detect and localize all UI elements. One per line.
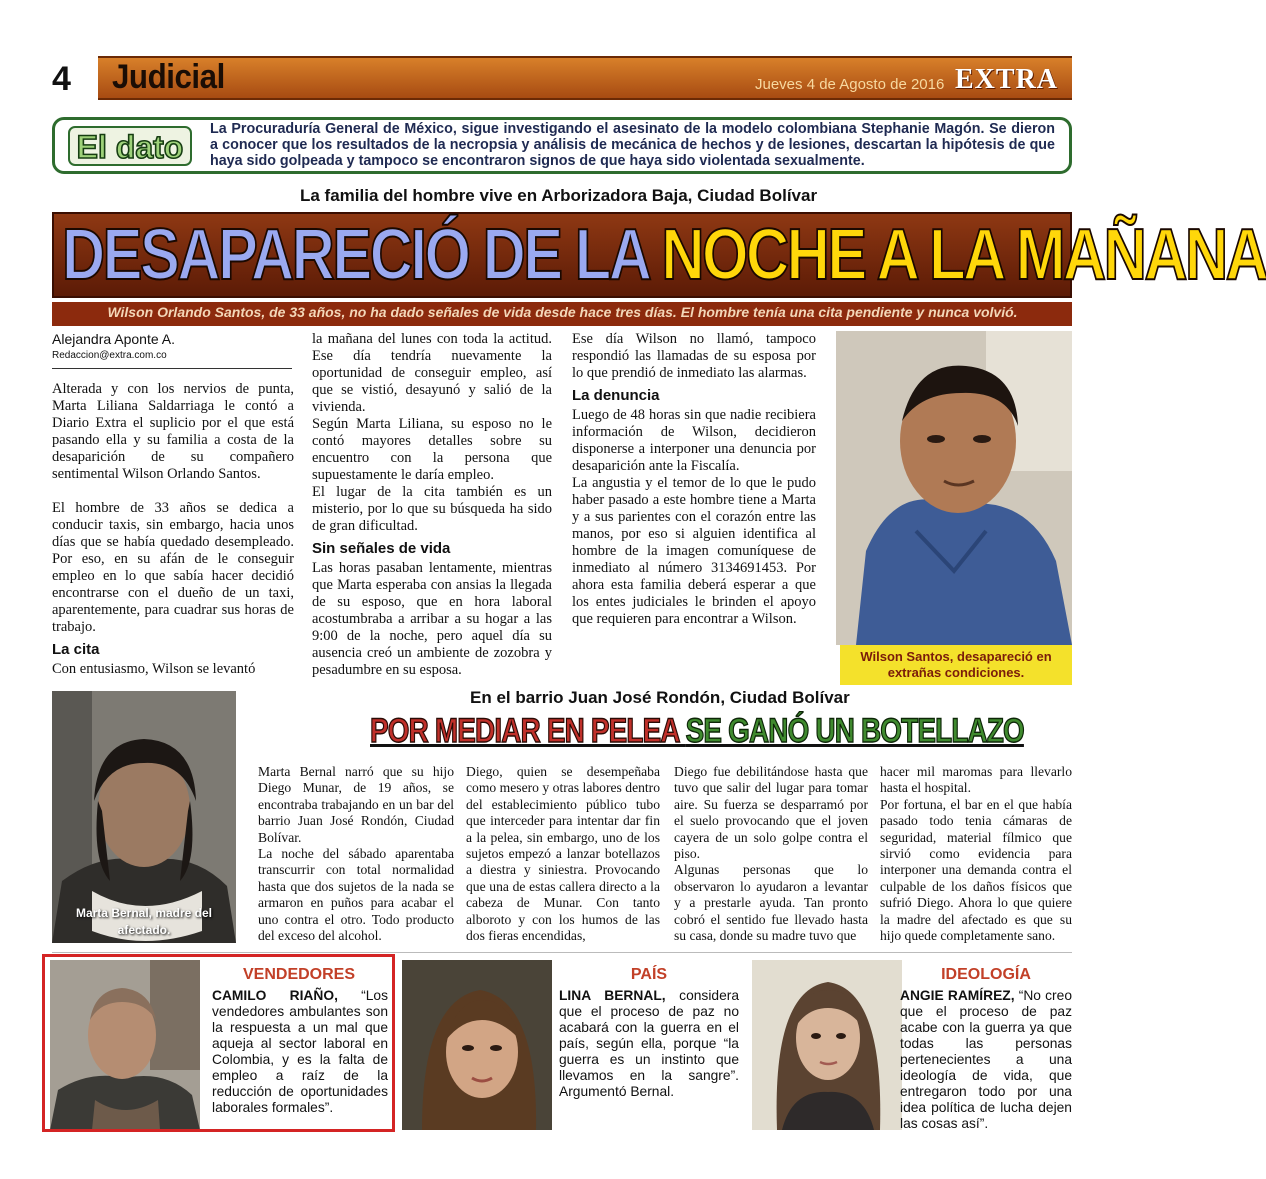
story1-headline-part1: DESAPARECIÓ DE LA	[62, 215, 662, 295]
story2-headline-part2: SE GANÓ UN BOTELLAZO	[685, 712, 1024, 750]
marta-photo-caption: Marta Bernal, madre del afectado.	[75, 906, 213, 937]
opinion-name: LINA BERNAL,	[559, 988, 666, 1003]
paragraph: hacer mil maromas para llevarlo hasta el hospital.	[880, 764, 1072, 796]
paragraph: Las horas pasaban lentamente, mientras que Marta esperaba con ansias la llegada de su esposo, que en hora laboral acostumbraba a arribar a su hogar a las 9:00 de la noche, pero aquel día su ausencia creó un ambiente de zozobra y pesadumbre en su esposa.	[312, 560, 552, 678]
byline: Alejandra Aponte A.	[52, 331, 175, 347]
opinion-text: “Los vendedores ambulantes son la respuesta a un mal que aqueja al sector laboral en Colombia, y es la falta de empleo a raíz de la reducción de oportunidades laborales formales”.	[212, 988, 388, 1115]
subheading: Sin señales de vida	[312, 540, 451, 557]
opinion-topic-ideologia: IDEOLOGÍA	[941, 966, 1031, 983]
wilson-portrait-illustration	[836, 331, 1072, 645]
section-divider	[52, 952, 1072, 953]
paragraph: Luego de 48 horas sin que nadie recibiera información de Wilson, decidieron disponerse a interponer una denuncia por desaparición ante la Fiscalía.	[572, 407, 816, 474]
highlight-frame	[42, 954, 395, 1132]
story2-headline-part1: POR MEDIAR EN PELEA	[370, 712, 686, 750]
opinion-text: “No creo que el proceso de paz acabe con la guerra ya que todas las personas pertenecientes a una ideología de vida, que entregaron todo por una idea política de lucha dejen las cosas así”.	[900, 988, 1072, 1131]
opinion-text: considera que el proceso de paz no acabará con la guerra en el país, según ella, porque “la guerra es un instinto que llevamos en la sangre”. Argumentó Bernal.	[559, 988, 740, 1099]
paragraph: Por fortuna, el bar en el que había pasado todo tenia cámaras de seguridad, material fílmico que sirvió como evidencia para interponer una demanda contra el culpable de los daños físicos que sufrió Diego. Ahora lo que quiere la madre del afectado es que su hijo quede completamente sano.	[880, 796, 1072, 944]
paragraph: Diego, quien se desempeñaba como mesero y otras labores dentro del establecimiento público tubo que interceder para intentar dar fin a la pelea, sin embargo, uno de los sujetos empezó a lanzar botellazos a diestra y siniestra. Provocando que una de estas callera directo a la cabeza de Munar. Con tanto alboroto y con los humos de las dos fieras encendidas,	[466, 764, 660, 944]
dato-text: La Procuraduría General de México, sigue investigando el asesinato de la modelo colombiana Stephanie Magón. Se dieron a conocer que los resultados de la necropsia y análisis de mecánica de hechos y de lesiones, descartan la hipótesis de que haya sido golpeada y tampoco se encontraron signos de que haya sido violentada sexualmente.	[210, 121, 1055, 169]
page-number: 4	[52, 60, 71, 98]
subheading: La cita	[52, 641, 100, 658]
issue-date: Jueves 4 de Agosto de 2016	[755, 76, 945, 93]
paragraph: El lugar de la cita también es un misterio, por lo que su búsqueda ha sido de gran dificultad.	[312, 484, 552, 534]
byline-email: Redaccion@extra.com.co	[52, 350, 167, 361]
story2-kicker: En el barrio Juan José Rondón, Ciudad Bolívar	[470, 688, 850, 707]
story1-column-2	[312, 331, 552, 679]
dato-label	[68, 126, 192, 166]
subheading: La denuncia	[572, 387, 660, 404]
paragraph: El hombre de 33 años se dedica a conducir taxis, sin embargo, hacia unos días que se había quedado desempleado. Por eso, en su afán de le conseguir empleo en lo que sabía hacer decidió encontrarse con el dueño de un taxi, aparentemente, para cuadrar sus horas de trabajo.	[52, 500, 294, 635]
paragraph: la mañana del lunes con toda la actitud. Ese día tendría nuevamente la oportunidad de conseguir empleo, así que se vistió, desayunó y salió de la vivienda.	[312, 331, 552, 415]
opinion-quote-lina	[559, 988, 739, 1100]
wilson-photo	[836, 331, 1072, 645]
caption-text: Wilson Santos, desapareció en extrañas condiciones.	[860, 649, 1052, 680]
paragraph: Marta Bernal narró que su hijo Diego Munar, de 19 años, se encontraba trabajando en un bar del barrio Juan José Rondón, Ciudad Bolívar.	[258, 764, 454, 845]
dato-label-text: El dato	[76, 129, 184, 165]
opinion-quote-angie	[900, 988, 1072, 1132]
paragraph: Con entusiasmo, Wilson se levantó	[52, 661, 256, 677]
byline-rule	[52, 368, 292, 369]
opinion-name: ANGIE RAMÍREZ,	[900, 988, 1015, 1003]
story1-column-3	[572, 331, 816, 628]
story1-headline-part2: NOCHE A LA MAÑANA	[661, 215, 1266, 295]
angie-ramirez-photo	[752, 960, 902, 1130]
story2-column-2	[466, 764, 660, 944]
story2-column-4	[880, 764, 1072, 944]
paragraph: Ese día Wilson no llamó, tampoco respondió las llamadas de su esposa por lo que prendió de inmediato las alarmas.	[572, 331, 816, 381]
story1-kicker: La familia del hombre vive en Arborizadora Baja, Ciudad Bolívar	[300, 186, 818, 205]
story1-headline	[62, 214, 1266, 296]
paragraph: Diego fue debilitándose hasta que tuvo que salir del lugar para tomar aire. Su fuerza se desparramó por el suelo provocando que el joven cayera de un solo golpe contra el piso.	[674, 764, 868, 862]
paragraph: Alterada y con los nervios de punta, Marta Liliana Saldarriaga le contó a Diario Extra el suplicio por el que está pasando ella y su familia a costa de la desaparición de su compañero sentimental Wilson Orlando Santos.	[52, 381, 294, 482]
paragraph: La noche del sábado aparentaba transcurrir con total normalidad hasta que dos sujetos de la nada se armaron en puños para acabar el uno contra el otro. Todo producto del exceso del alcohol.	[258, 846, 454, 944]
story2-headline	[370, 712, 1024, 750]
story1-subhead: Wilson Orlando Santos, de 33 años, no ha dado señales de vida desde hace tres días. El hombre tenía una cita pendiente y nunca volvió.	[107, 304, 1018, 320]
newspaper-logo: EXTRA	[955, 64, 1059, 95]
wilson-photo-caption	[840, 645, 1072, 685]
story2-column-1	[258, 764, 454, 944]
opinion-topic-pais: PAÍS	[630, 966, 668, 983]
paragraph: Algunas personas que lo observaron lo ayudaron a levantar y a prestarle ayuda. Tan pronto cobró el sentido fue llevado hasta su casa, donde su madre tuvo que	[674, 862, 868, 944]
lina-bernal-photo	[402, 960, 552, 1130]
paragraph: Según Marta Liliana, su esposo no le contó mayores detalles sobre su encuentro con la persona que supuestamente le daría empleo.	[312, 416, 552, 483]
lina-portrait-illustration	[402, 960, 552, 1130]
paragraph: La angustia y el temor de lo que le pudo haber pasado a este hombre tiene a Marta y a sus parientes con el corazón entre las manos, por eso si alguien identifica al hombre de la imagen comuníquese de inmediato al número 3134691453. Por ahora esta familia deberá esperar a que los entes judiciales le brinden el apoyo que requieren para encontrar a Wilson.	[572, 475, 816, 627]
angie-portrait-illustration	[752, 960, 902, 1130]
opinion-name: CAMILO RIAÑO,	[212, 988, 338, 1003]
story2-column-3	[674, 764, 868, 944]
section-title: Judicial	[112, 58, 225, 96]
opinion-topic-vendedores: VENDEDORES	[242, 966, 356, 983]
story1-column-1	[52, 381, 294, 678]
